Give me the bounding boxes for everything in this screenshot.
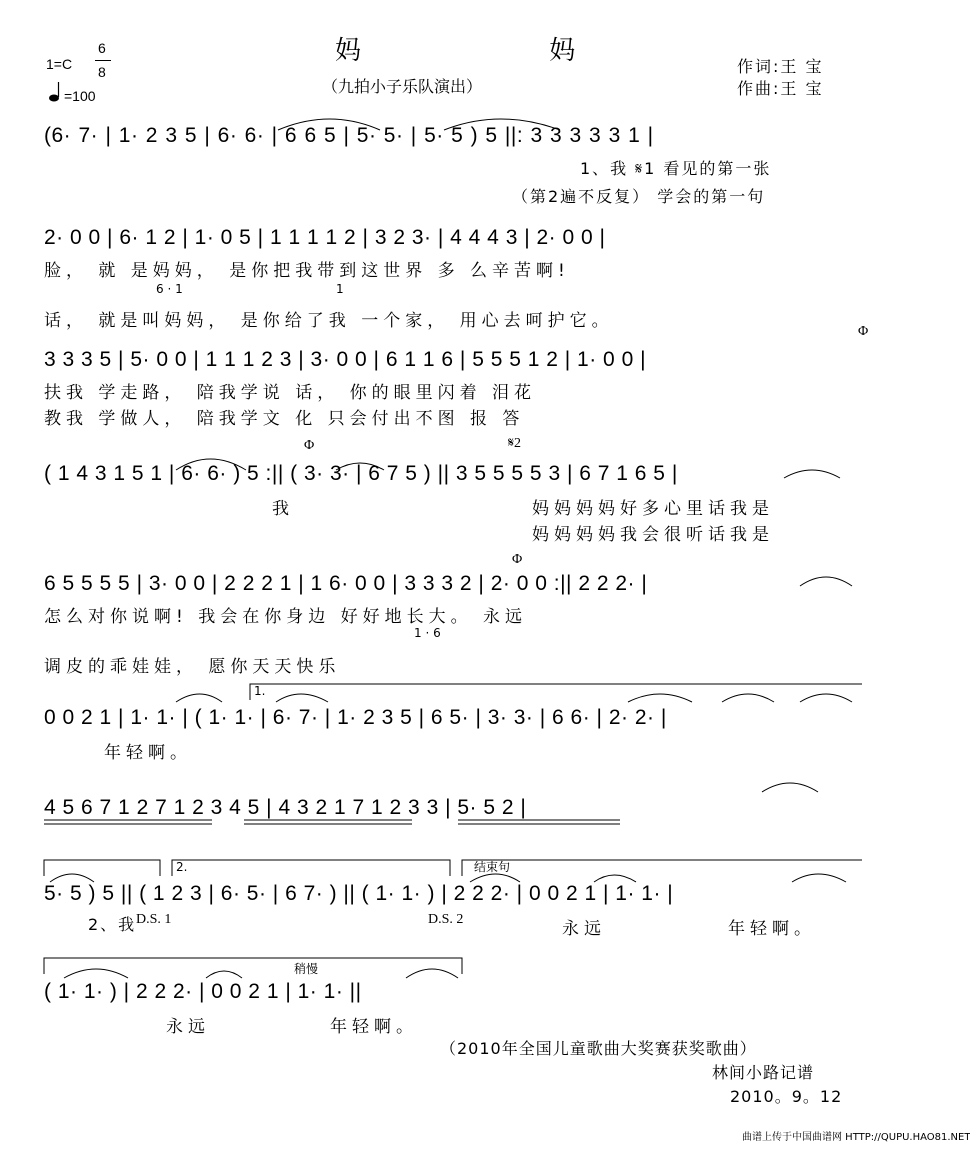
tie: [278, 119, 380, 130]
score-line-3: 3 3 3 5 | 5· 0 0 | 1 1 1 2 3 | 3· 0 0 | 6 1 1 6 | 5 5 5 1 2 | 1· 0 0 |: [44, 348, 647, 371]
score-line-6: 0 0 2 1 | 1· 1· | ( 1· 1· | 6· 7· | 1· 2 3 5 | 6 5· | 3· 3· | 6 6· | 2· 2· |: [44, 706, 667, 729]
score-line-2: 2· 0 0 | 6· 1 2 | 1· 0 5 | 1 1 1 1 2 | 3 2 3· | 4 4 4 3 | 2· 0 0 |: [44, 226, 606, 249]
ending-label: 结束句: [474, 860, 511, 874]
lyric-line-8-a: 2、我: [88, 915, 137, 934]
score-line-9: ( 1· 1· ) | 2 2 2· | 0 0 2 1 | 1· 1· ||: [44, 980, 362, 1003]
tie: [800, 694, 852, 702]
key-signature: 1=C: [46, 56, 73, 72]
volta-2-label: 2.: [176, 860, 188, 874]
tie: [444, 119, 560, 130]
alt-notes-2: 1: [336, 282, 344, 296]
tempo-marking: =100: [64, 88, 96, 104]
ds2-mark: D.S. 2: [428, 912, 464, 927]
lyric-line-8-c: 年轻啊。: [728, 919, 816, 939]
lyric-line-2-verse-1: 脸， 就 是妈妈， 是你把我带到这世界 多 么辛苦啊!: [44, 261, 570, 281]
segno-2-icon: 𝄋2: [508, 436, 522, 451]
score-line-1: (6· 7· | 1· 2 3 5 | 6· 6· | 6 6 5 | 5· 5· | 5· 5 ) 5 ||: 3 3 3 3 3 1 |: [44, 124, 654, 147]
lyric-line-9-b: 年轻啊。: [330, 1017, 418, 1037]
subtitle: （九拍小子乐队演出）: [322, 77, 483, 96]
lyric-line-8-b: 永远: [562, 919, 606, 939]
lyric-line-6: 年轻啊。: [104, 743, 192, 763]
volta-1-label: 1.: [254, 684, 266, 698]
volta-1-bracket: [250, 684, 862, 700]
transcription-date: 2010。9。12: [730, 1087, 843, 1106]
alt-notes-3: 1 · 6: [414, 626, 441, 640]
transcriber: 林间小路记谱: [712, 1063, 815, 1082]
song-title: 妈 妈: [335, 36, 666, 66]
award-note: （2010年全国儿童歌曲大奖赛获奖歌曲）: [440, 1039, 757, 1058]
lyric-line-1-verse-1: 1、我 𝄋1 看见的第一张: [580, 159, 772, 178]
tie: [762, 783, 818, 792]
tie: [784, 470, 840, 478]
coda-sign-icon: Φ: [858, 324, 869, 339]
tie: [276, 694, 328, 702]
ds1-mark: D.S. 1: [136, 912, 172, 927]
tie: [406, 969, 458, 978]
coda-sign-icon: Φ: [512, 552, 523, 567]
lyric-line-2-verse-2: 话， 就是叫妈妈， 是你给了我 一个家， 用心去呵护它。: [44, 311, 614, 331]
volta-a-bracket: [44, 860, 160, 876]
tie: [722, 694, 774, 702]
lyric-line-9-a: 永远: [166, 1017, 210, 1037]
coda-sign-icon: Φ: [304, 438, 315, 453]
alt-notes-1: 6 · 1: [156, 282, 183, 296]
time-signature-bottom: 8: [98, 64, 106, 80]
tie: [628, 694, 692, 702]
volta-2-bracket: [172, 860, 450, 876]
tie: [176, 459, 246, 470]
tie: [176, 694, 222, 702]
lyric-line-4-verse-2: 妈妈妈妈我会很听话我是: [532, 525, 774, 545]
tie: [800, 577, 852, 586]
composer: 作曲:王 宝: [737, 79, 824, 98]
tie: [792, 874, 846, 882]
time-signature-top: 6: [98, 40, 106, 56]
ending-bracket: [462, 860, 862, 876]
score-line-5: 6 5 5 5 5 | 3· 0 0 | 2 2 2 1 | 1 6· 0 0 | 3 3 3 2 | 2· 0 0 :|| 2 2 2· |: [44, 572, 648, 595]
tie: [206, 971, 242, 978]
lyric-line-1-verse-2: （第2遍不反复） 学会的第一句: [512, 187, 766, 206]
lyric-line-5-verse-1: 怎么对你说啊! 我会在你身边 好好地长大。 永远: [44, 607, 528, 627]
lyric-line-4-a: 我: [272, 499, 294, 519]
score-line-4: ( 1 4 3 1 5 1 | 6· 6· ) 5 :|| ( 3· 3· | 6 7 5 ) || 3 5 5 5 5 3 | 6 7 1 6 5 |: [44, 462, 678, 485]
score-line-7: 4 5 6 7 1 2 7 1 2 3 4 5 | 4 3 2 1 7 1 2 3 3 | 5· 5 2 |: [44, 796, 527, 819]
tie: [594, 875, 636, 882]
tie: [50, 874, 94, 882]
lyric-line-3-verse-2: 教我 学做人， 陪我学文 化 只会付出不图 报 答: [44, 409, 525, 429]
slower-bracket: [44, 958, 462, 974]
tie: [64, 969, 128, 978]
lyric-line-3-verse-1: 扶我 学走路， 陪我学说 话， 你的眼里闪着 泪花: [44, 383, 537, 403]
lyricist: 作词:王 宝: [737, 57, 824, 76]
lyric-line-4-verse-1: 妈妈妈妈好多心里话我是: [532, 499, 774, 519]
watermark: 曲谱上传于中国曲谱网 HTTP://QUPU.HAO81.NET: [742, 1132, 970, 1143]
lyric-line-5-verse-2: 调皮的乖娃娃， 愿你天天快乐: [44, 657, 341, 677]
tie: [336, 463, 384, 470]
tempo-mark-slower: 稍慢: [294, 962, 319, 976]
tie: [470, 874, 520, 882]
score-line-8: 5· 5 ) 5 || ( 1 2 3 | 6· 5· | 6 7· ) || ( 1· 1· ) | 2 2 2· | 0 0 2 1 | 1· 1· |: [44, 882, 674, 905]
